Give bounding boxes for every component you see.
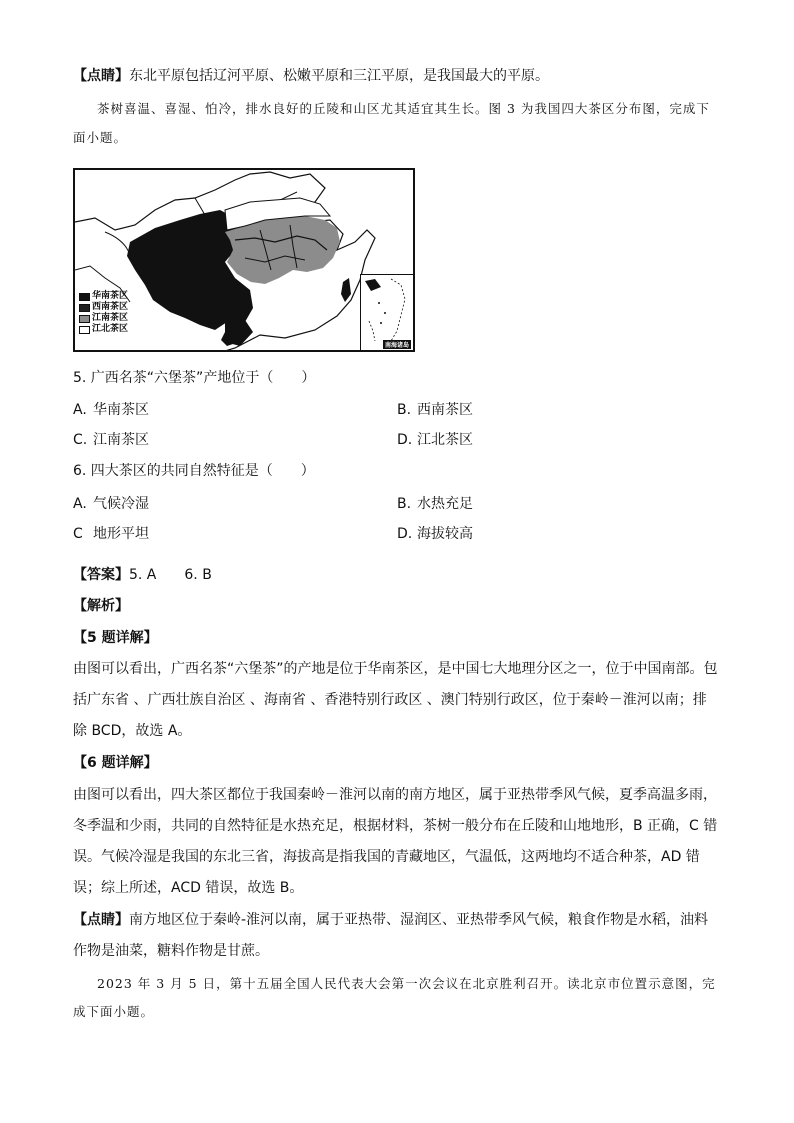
tip-text: 东北平原包括辽河平原、松嫩平原和三江平原，是我国最大的平原。: [129, 68, 549, 84]
answer-line: [73, 565, 721, 585]
d6-line-4: 误；综上所述，ACD 错误，故选 B。: [73, 880, 304, 896]
q5-option-a: A. 华南茶区: [73, 402, 149, 418]
d6-line-1: 由图可以看出，四大茶区都位于我国秦岭－淮河以南的南方地区，属于亚热带季风气候，夏季高温多雨，: [73, 787, 717, 803]
q5-stem: 5. 广西名茶“六堡茶”产地位于（ ）: [73, 370, 316, 386]
d5-line-3: 除 BCD，故选 A。: [73, 723, 192, 739]
inset-label: 南海诸岛: [384, 342, 409, 349]
map-legend: [79, 291, 128, 335]
tip-tag: 【点睛】: [73, 68, 129, 84]
inset-graphic: [361, 275, 413, 350]
q6-option-b: B. 水热充足: [397, 496, 473, 512]
south-china-sea-inset: [360, 274, 415, 352]
d6-tag: 【6 题详解】: [73, 755, 158, 771]
intro-line-2: 面小题。: [73, 130, 128, 145]
d6-line-3: 误。气候冷湿是我国的东北三省，海拔高是指我国的青藏地区，气温低，这两地均不适合种茶，AD 错: [73, 849, 700, 865]
q5-option-b: B. 西南茶区: [397, 402, 473, 418]
tip2-line-1: 【点睛】南方地区位于秦岭-淮河以南，属于亚热带、湿润区、亚热带季风气候，粮食作物是水稻，油料: [73, 912, 709, 928]
d6-line-2: 冬季温和少雨，共同的自然特征是水热充足，根据材料，茶树一般分布在丘陵和山地地形，B 正确，C 错: [73, 818, 718, 834]
tip2-line-2: 作物是油菜，糖料作物是甘蔗。: [73, 943, 269, 959]
legend-huanan: 华南茶区: [79, 291, 128, 302]
q6-option-c: C 地形平坦: [73, 526, 149, 542]
taiwan-island: [341, 278, 351, 302]
answer-text: 5. A 6. B: [129, 567, 212, 583]
next-intro-line-1: 2023 年 3 月 5 日，第十五届全国人民代表大会第一次会议在北京胜利召开。读北京市位置示意图，完: [97, 976, 716, 991]
tip-note: [73, 66, 721, 86]
analysis-tag: 【解析】: [73, 598, 129, 614]
d5-tag: 【5 题详解】: [73, 630, 158, 646]
answer-tag: 【答案】: [73, 567, 129, 583]
intro-line-1: 茶树喜温、喜湿、怕冷，排水良好的丘陵和山区尤其适宜其生长。图 3 为我国四大茶区分布图，完成下: [97, 101, 710, 116]
legend-jiangnan: 江南茶区: [79, 313, 128, 324]
q6-option-d: D. 海拔较高: [397, 526, 473, 542]
legend-jiangbei: 江北茶区: [79, 324, 128, 335]
q5-option-c: C. 江南茶区: [73, 432, 149, 448]
legend-xinan: 西南茶区: [79, 302, 128, 313]
d5-line-1: 由图可以看出，广西名茶“六堡茶”的产地是位于华南茶区，是中国七大地理分区之一，位于中国南部。包: [73, 661, 718, 677]
tip2-tag: 【点睛】: [73, 912, 129, 928]
next-intro-line-2: 成下面小题。: [73, 1004, 155, 1019]
q5-option-d: D. 江北茶区: [397, 432, 473, 448]
tea-region-map: [73, 168, 415, 352]
d5-line-2: 括广东省 、广西壮族自治区 、海南省 、香港特别行政区 、澳门特别行政区，位于秦岭－淮河以南；排: [73, 692, 707, 708]
q6-option-a: A. 气候冷湿: [73, 496, 149, 512]
q6-stem: 6. 四大茶区的共同自然特征是（ ）: [73, 463, 315, 479]
